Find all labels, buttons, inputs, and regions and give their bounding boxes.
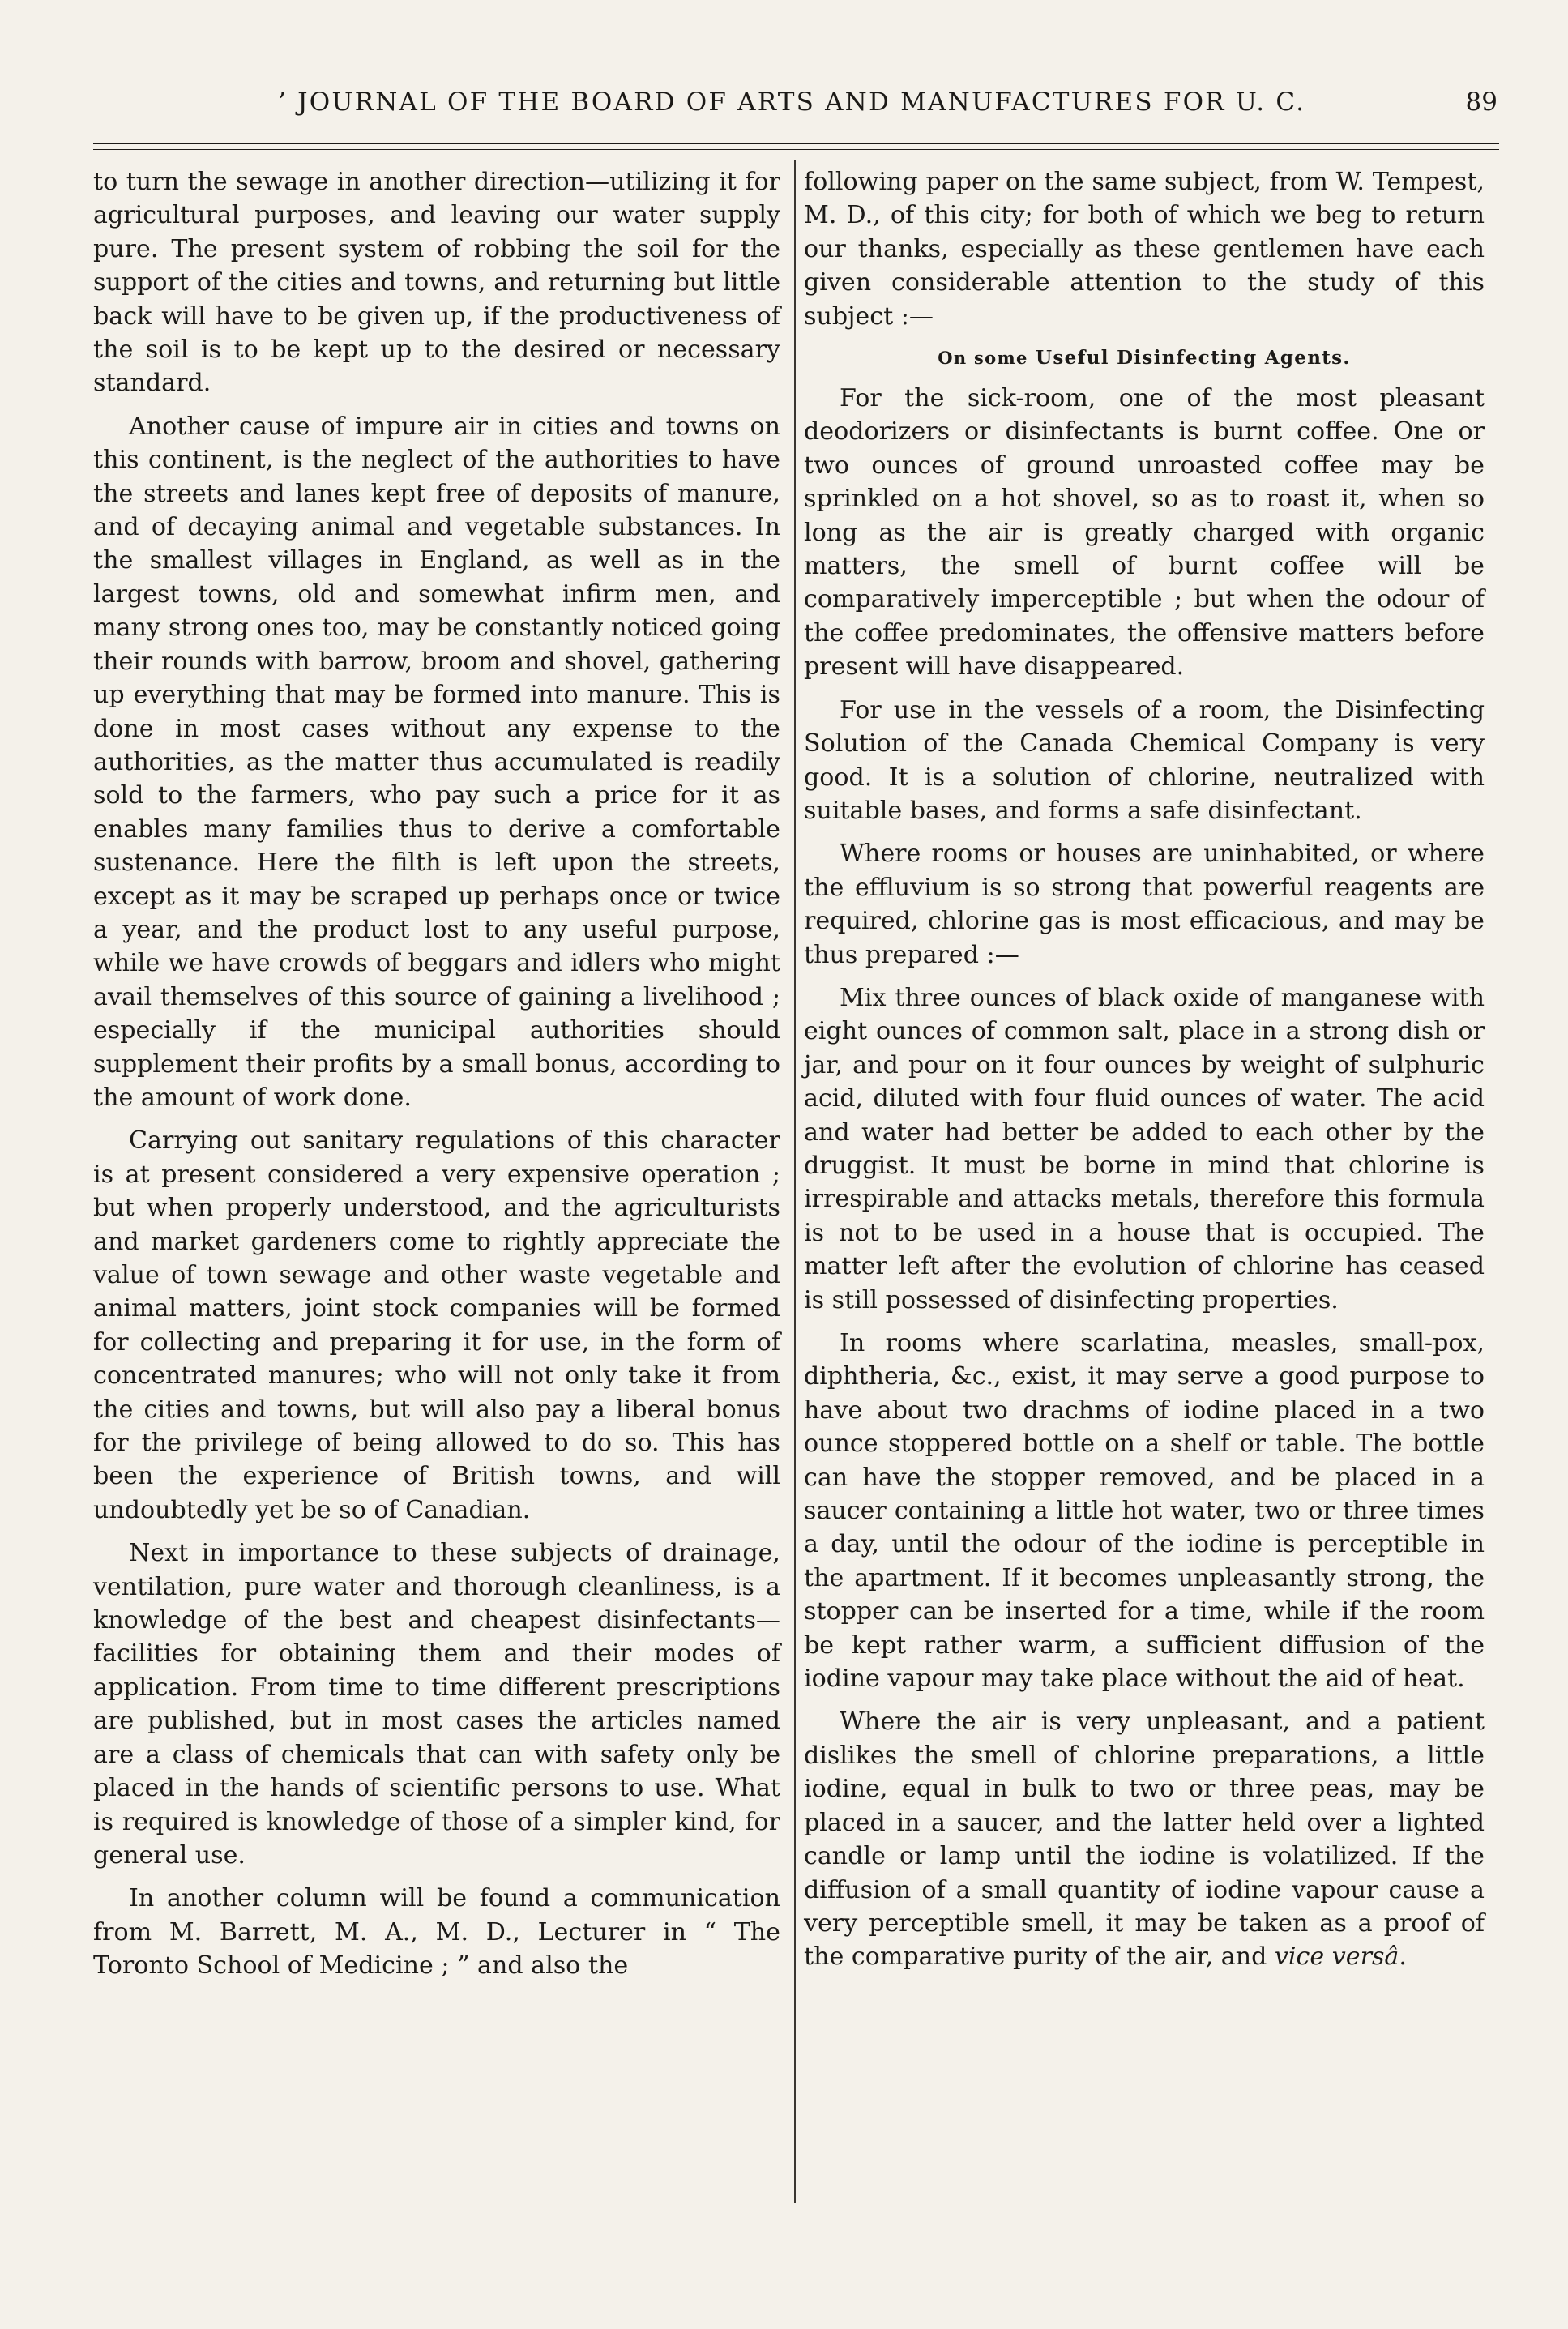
section-heading-title: Useful Disinfecting Agents.	[1035, 347, 1351, 370]
left-column	[93, 165, 780, 1993]
left-paragraph-4: Next in importance to these subjects of drainage, ventilation, pure water and thorough cleanliness, is a knowledge of the best and cheapest disinfectants—facilities for obtaining them and their modes of application. From time to time different prescriptions are published, but in most cases the articles named are a class of chemicals that can with safety only be placed in the hands of scientific persons to use. What is required is knowledge of those of a simpler kind, for general use.	[93, 1539, 780, 1870]
page-number: 89	[1465, 88, 1498, 117]
left-paragraph-5: In another column will be found a communication from M. Barrett, M. A., M. D., Lecturer in “ The Toronto School of Medicine ; ” and also the	[93, 1884, 780, 1981]
right-paragraph-3: Where rooms or houses are uninhabited, or where the effluvium is so strong that powerful reagents are required, chlorine gas is most efficacious, and may be thus prepared :—	[804, 840, 1485, 969]
right-intro: following paper on the same subject, from W. Tempest, M. D., of this city; for both of which we beg to return our thanks, especially as these gentlemen have each given considerable attention to the study of this subject :—	[804, 168, 1485, 331]
right-paragraph-2: For use in the vessels of a room, the Disinfecting Solution of the Canada Chemical Company is very good. It is a solution of chlorine, neutralized with suitable bases, and forms a safe disinfectant.	[804, 695, 1485, 825]
right-paragraph-6	[804, 1705, 1485, 1973]
section-heading	[804, 343, 1485, 374]
right-paragraph-4: Mix three ounces of black oxide of manganese with eight ounces of common salt, place in a strong dish or jar, and pour on it four ounces by weight of sulphuric acid, diluted with four fluid ounces of water. The acid and water had better be added to each other by the druggist. It must be borne in mind that chlorine is irrespirable and attacks metals, therefore this formula is not to be used in a house that is occupied. The matter left after the evolution of chlorine has ceased is still possessed of disinfecting properties.	[804, 983, 1485, 1314]
right-paragraph-6-text: Where the air is very unpleasant, and a patient dislikes the smell of chlorine preparations, a little iodine, equal in bulk to two or three peas, may be placed in a saucer, and the latter held over a lighted candle or lamp until the iodine is volatilized. If the diffusion of a small quantity of iodine vapour cause a very perceptible smell, it may be taken as a proof of the comparative purity of the air, and	[804, 1707, 1485, 1972]
running-title: ’ JOURNAL OF THE BOARD OF ARTS AND MANUFACTURES FOR U. C.	[278, 88, 1306, 117]
left-paragraph-2: Another cause of impure air in cities and towns on this continent, is the neglect of the authorities to have the streets and lanes kept free of deposits of manure, and of decaying animal and vegetable substances. In the smallest villages in England, as well as in the largest towns, old and somewhat infirm men, and many strong ones too, may be constantly noticed going their rounds with barrow, broom and shovel, gathering up everything that may be formed into manure. This is done in most cases without any expense to the authorities, as the matter thus accumulated is readily sold to the farmers, who pay such a price for it as enables many families thus to derive a comfortable sustenance. Here the filth is left upon the streets, except as it may be scraped up perhaps once or twice a year, and the product lost to any useful purpose, while we have crowds of beggars and idlers who might avail themselves of this source of gaining a livelihood ; especially if the municipal authorities should supplement their profits by a small bonus, according to the amount of work done.	[93, 412, 780, 1112]
closing-period: .	[1399, 1942, 1407, 1972]
column-divider	[794, 160, 796, 2203]
section-heading-lead: On some	[938, 348, 1028, 369]
header-rule	[93, 143, 1499, 144]
left-paragraph-3: Carrying out sanitary regulations of this character is at present considered a very expensive operation ; but when properly understood, and the agriculturists and market gardeners come to rightly appreciate the value of town sewage and other waste vegetable and animal matters, joint stock companies will be formed for collecting and preparing it for use, in the form of concentrated manures; who will not only take it from the cities and towns, but will also pay a liberal bonus for the privilege of being allowed to do so. This has been the experience of British towns, and will undoubtedly yet be so of Canadian.	[93, 1126, 780, 1524]
right-paragraph-1: For the sick-room, one of the most pleasant deodorizers or disinfectants is burnt coffee. One or two ounces of ground unroasted coffee may be sprinkled on a hot shovel, so as to roast it, when so long as the air is greatly charged with organic matters, the smell of burnt coffee will be comparatively imperceptible ; but when the odour of the coffee predominates, the offensive matters before present will have disappeared.	[804, 384, 1485, 682]
closing-italic: vice versâ	[1274, 1942, 1399, 1972]
header-rule-thin	[93, 149, 1499, 150]
page-header	[93, 88, 1499, 128]
right-paragraph-5: In rooms where scarlatina, measles, small-pox, diphtheria, &c., exist, it may serve a good purpose to have about two drachms of iodine placed in a two ounce stoppered bottle on a shelf or table. The bottle can have the stopper removed, and be placed in a saucer containing a little hot water, two or three times a day, until the odour of the iodine is perceptible in the apartment. If it becomes unpleasantly strong, the stopper can be inserted for a time, while if the room be kept rather warm, a sufficient diffusion of the iodine vapour may take place without the aid of heat.	[804, 1329, 1485, 1694]
left-paragraph-1: to turn the sewage in another direction—utilizing it for agricultural purposes, and leaving our water supply pure. The present system of robbing the soil for the support of the cities and towns, and returning but little back will have to be given up, if the productiveness of the soil is to be kept up to the desired or necessary standard.	[93, 168, 780, 398]
right-column	[804, 165, 1485, 1984]
